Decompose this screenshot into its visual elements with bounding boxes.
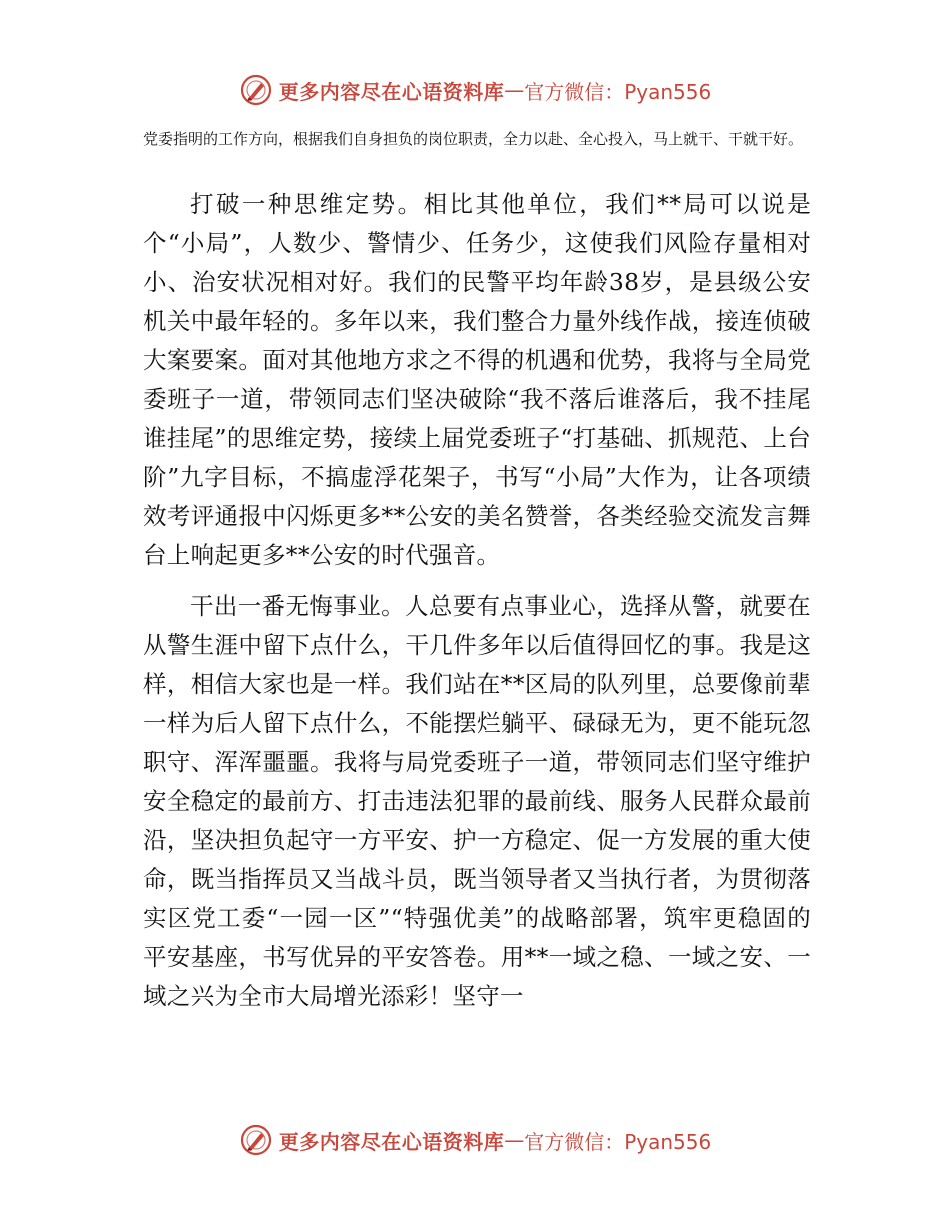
intro-paragraph: 党委指明的工作方向，根据我们自身担负的岗位职责，全力以赴、全心投入，马上就干、干就干好。 <box>143 130 804 148</box>
banner-main-text: 更多内容尽在心语资料库 <box>278 1129 505 1154</box>
footer-watermark-banner <box>0 1120 950 1160</box>
paragraph-career: 干出一番无悔事业。人总要有点事业心，选择从警，就要在从警生涯中留下点什么，干几件多年以后值得回忆的事。我是这样，相信大家也是一样。我们站在**区局的队列里，总要像前辈一样为后人留下点什么，不能摆烂躺平、碌碌无为，更不能玩忽职守、浑浑噩噩。我将与局党委班子一道，带领同志们坚守维护安全稳定的最前方、打击违法犯罪的最前线、服务人民群众最前沿，坚决担负起守一方平安、护一方稳定、促一方发展的重大使命，既当指挥员又当战斗员，既当领导者又当执行者，为贯彻落实区党工委“一园一区”“特强优美”的战略部署，筑牢更稳固的平安基座，书写优异的平安答卷。用**一域之稳、一域之安、一域之兴为全市大局增光添彩！坚守一 <box>143 592 811 1010</box>
header-watermark-banner <box>0 70 950 110</box>
banner-dash: — <box>504 78 525 102</box>
intro-text-block <box>143 125 823 153</box>
pen-logo-icon <box>239 73 273 107</box>
document-body <box>143 185 811 1028</box>
banner-contact-text: 官方微信：Pyan556 <box>524 79 712 104</box>
banner-main-text: 更多内容尽在心语资料库 <box>278 79 505 104</box>
banner-dash: — <box>504 1128 525 1152</box>
banner-contact-text: 官方微信：Pyan556 <box>524 1129 712 1154</box>
paragraph-break-mindset: 打破一种思维定势。相比其他单位，我们**局可以说是个“小局”，人数少、警情少、任务少，这使我们风险存量相对小、治安状况相对好。我们的民警平均年龄38岁，是县级公安机关中最年轻的。多年以来，我们整合力量外线作战，接连侦破大案要案。面对其他地方求之不得的机遇和优势，我将与全局党委班子一道，带领同志们坚决破除“我不落后谁落后，我不挂尾谁挂尾”的思维定势，接续上届党委班子“打基础、抓规范、上台阶”九字目标，不搞虚浮花架子，书写“小局”大作为，让各项绩效考评通报中闪烁更多**公安的美名赞誉，各类经验交流发言舞台上响起更多**公安的时代强音。 <box>143 190 811 569</box>
pen-logo-icon <box>239 1123 273 1157</box>
